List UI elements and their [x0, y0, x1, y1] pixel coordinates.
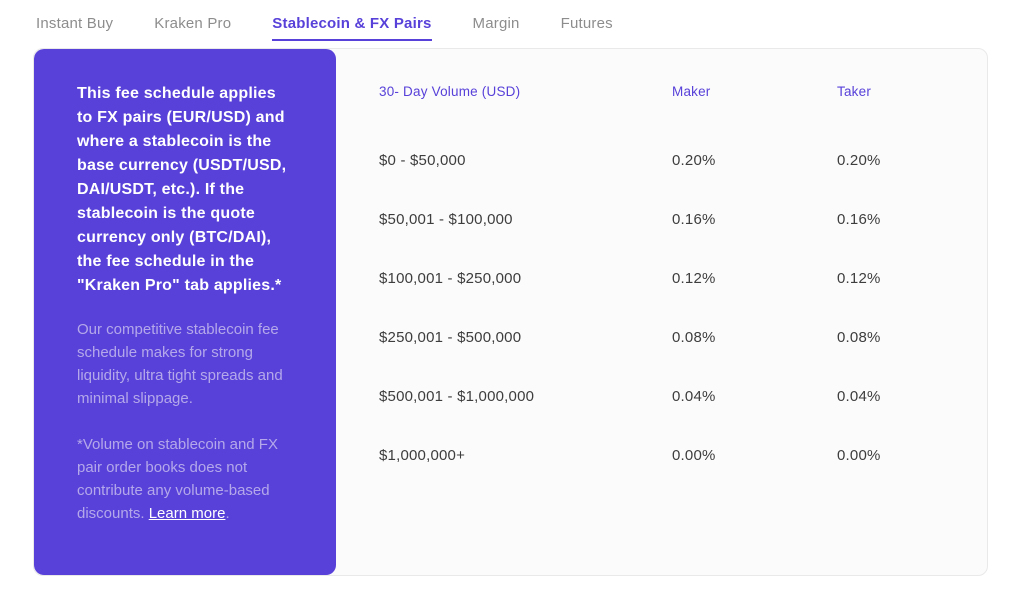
footnote-suffix: .: [225, 505, 230, 522]
fee-schedule-card: [33, 48, 988, 576]
table-row: [379, 190, 987, 249]
panel-headline: This fee schedule applies to FX pairs (EUR/USD) and where a stablecoin is the base currency (USDT/USD, DAI/USDT, etc.). If the stablecoin is the quote currency only (BTC/DAI), the fee schedule in the "Kraken Pro" tab applies.*: [77, 85, 287, 294]
taker-fee: 0.20%: [837, 152, 881, 169]
column-header-taker: Taker: [837, 83, 872, 99]
taker-fee: 0.08%: [837, 329, 881, 346]
table-row: [379, 367, 987, 426]
tab-margin[interactable]: Margin: [472, 15, 520, 32]
column-header-maker: Maker: [672, 83, 711, 99]
maker-fee: 0.12%: [672, 270, 716, 287]
maker-fee: 0.04%: [672, 388, 716, 405]
maker-fee: 0.08%: [672, 329, 716, 346]
panel-footnote: [77, 433, 291, 525]
volume-tier: $50,001 - $100,000: [379, 211, 513, 228]
volume-tier: $250,001 - $500,000: [379, 329, 522, 346]
volume-tier: $1,000,000+: [379, 447, 466, 464]
fee-table: [336, 49, 987, 575]
volume-tier: $500,001 - $1,000,000: [379, 388, 535, 405]
footnote-text: *Volume on stablecoin and FX pair order books does not contribute any volume-based discounts.: [77, 436, 278, 522]
fee-schedule-tabs: [0, 0, 1024, 48]
tab-kraken-pro[interactable]: Kraken Pro: [154, 15, 232, 32]
table-row: [379, 426, 987, 485]
taker-fee: 0.12%: [837, 270, 881, 287]
taker-fee: 0.04%: [837, 388, 881, 405]
taker-fee: 0.16%: [837, 211, 881, 228]
fee-table-rows: [379, 131, 987, 485]
table-row: [379, 249, 987, 308]
volume-tier: $0 - $50,000: [379, 152, 466, 169]
maker-fee: 0.16%: [672, 211, 716, 228]
learn-more-link[interactable]: Learn more: [148, 505, 226, 522]
tab-futures[interactable]: Futures: [560, 15, 613, 32]
volume-tier: $100,001 - $250,000: [379, 270, 522, 287]
maker-fee: 0.00%: [672, 447, 716, 464]
tab-instant-buy[interactable]: Instant Buy: [36, 15, 114, 32]
taker-fee: 0.00%: [837, 447, 881, 464]
maker-fee: 0.20%: [672, 152, 716, 169]
fee-table-header: [379, 79, 987, 103]
table-row: [379, 308, 987, 367]
stablecoin-info-panel: [34, 49, 336, 575]
table-row: [379, 131, 987, 190]
column-header-volume: 30- Day Volume (USD): [379, 83, 521, 99]
panel-description: Our competitive stablecoin fee schedule makes for strong liquidity, ultra tight spreads and minimal slippage.: [77, 321, 283, 407]
tab-stablecoin-fx-pairs[interactable]: Stablecoin & FX Pairs: [272, 15, 431, 41]
